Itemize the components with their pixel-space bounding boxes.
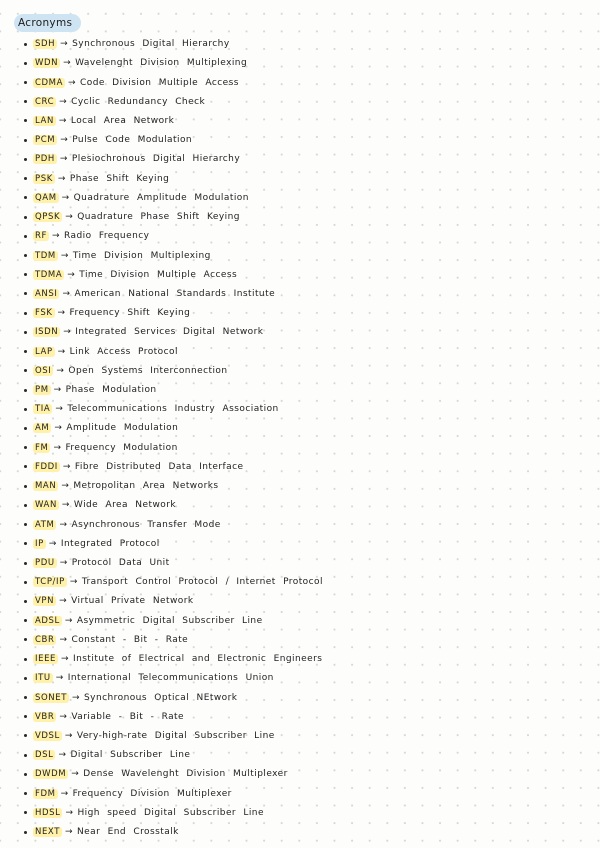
acronym-definition: Protocol Data Unit [71, 558, 170, 569]
acronym-definition: Variable - Bit - Rate [71, 711, 185, 722]
bullet-dot-icon [24, 754, 27, 757]
arrow-right-icon: → [64, 730, 73, 741]
list-item [0, 784, 600, 803]
acronym-definition: Asynchronous Transfer Mode [71, 519, 221, 530]
arrow-right-icon: → [59, 154, 68, 165]
bullet-dot-icon [24, 81, 27, 84]
list-item [0, 54, 600, 73]
acronym-definition: Code Division Multiple Access [80, 77, 239, 88]
bullet-dot-icon [24, 273, 27, 276]
arrow-right-icon: → [59, 96, 68, 107]
arrow-right-icon: → [63, 58, 72, 69]
bullet-dot-icon [24, 427, 27, 430]
acronym-definition: Time Division Multiple Access [79, 269, 238, 280]
acronym-definition: Pulse Code Modulation [72, 135, 193, 146]
list-item [0, 496, 600, 515]
list-item [0, 611, 600, 630]
acronym-definition: Cyclic Redundancy Check [71, 96, 206, 107]
bullet-dot-icon [24, 292, 27, 295]
acronym-definition: International Telecommunications Union [67, 673, 274, 684]
arrow-right-icon: → [52, 231, 60, 242]
acronym-definition: Open Systems Interconnection [68, 365, 228, 376]
arrow-right-icon: → [56, 365, 65, 376]
acronym-definition: Synchronous Digital Hierarchy [72, 39, 230, 50]
acronym-definition: Link Access Protocol [69, 346, 178, 357]
acronym-abbreviation: ITU [35, 673, 51, 684]
arrow-right-icon: → [60, 250, 69, 261]
list-item [0, 111, 600, 130]
bullet-dot-icon [24, 465, 27, 468]
acronym-definition: Integrated Services Digital Network [75, 327, 264, 338]
acronym-definition: Very-high-rate Digital Subscriber Line [76, 730, 275, 741]
acronym-definition: Transport Control Protocol / Internet Protocol [81, 577, 323, 588]
arrow-right-icon: → [68, 77, 77, 88]
heading-highlight [14, 12, 81, 34]
acronym-abbreviation: ADSL [35, 615, 60, 626]
acronym-abbreviation: ISDN [35, 327, 59, 338]
list-item [0, 477, 600, 496]
acronym-abbreviation: VBR [35, 711, 55, 722]
acronym-definition: Frequency Division Multiplexer [72, 788, 232, 799]
bullet-dot-icon [24, 235, 27, 238]
bullet-dot-icon [24, 312, 27, 315]
list-item [0, 227, 600, 246]
acronym-definition: Quadrature Phase Shift Keying [77, 212, 240, 223]
acronym-abbreviation: IP [35, 538, 44, 549]
acronym-abbreviation: CBR [35, 634, 55, 645]
list-item [0, 803, 600, 822]
arrow-right-icon: → [69, 577, 78, 588]
arrow-right-icon: → [59, 558, 68, 569]
list-item [0, 380, 600, 399]
acronym-abbreviation: PCM [35, 135, 56, 146]
acronym-abbreviation: TIA [35, 404, 51, 415]
acronym-abbreviation: VPN [35, 596, 55, 607]
acronym-abbreviation: RF [35, 231, 47, 242]
list-item [0, 342, 600, 361]
arrow-right-icon: → [65, 807, 74, 818]
bullet-dot-icon [24, 696, 27, 699]
arrow-right-icon: → [59, 596, 68, 607]
acronym-definition: American National Standards Institute [74, 288, 276, 299]
acronym-abbreviation: FDDI [35, 461, 58, 472]
acronym-definition: Integrated Protocol [60, 538, 160, 549]
arrow-right-icon: → [62, 288, 71, 299]
bullet-dot-icon [24, 562, 27, 565]
acronym-abbreviation: TCP/IP [35, 577, 65, 588]
list-item [0, 457, 600, 476]
arrow-right-icon: → [59, 711, 68, 722]
list-item [0, 534, 600, 553]
acronym-abbreviation: PM [35, 385, 49, 396]
acronym-definition: Wide Area Network [73, 500, 177, 511]
acronym-definition: Wavelenght Division Multiplexing [75, 58, 248, 69]
acronym-definition: Phase Modulation [65, 385, 157, 396]
list-item [0, 746, 600, 765]
acronym-abbreviation: IEEE [35, 654, 57, 665]
acronym-abbreviation: PDU [35, 558, 55, 569]
acronym-abbreviation: SDH [35, 39, 56, 50]
acronym-abbreviation: PDH [35, 154, 55, 165]
bullet-dot-icon [24, 734, 27, 737]
acronym-abbreviation: QPSK [35, 212, 61, 223]
page-title: Acronyms [14, 14, 81, 32]
bullet-dot-icon [24, 350, 27, 353]
acronym-definition: Frequency Shift Keying [69, 308, 191, 319]
acronym-abbreviation: ATM [35, 519, 55, 530]
arrow-right-icon: → [60, 39, 69, 50]
acronym-definition: Plesiochronous Digital Hierarchy [71, 154, 241, 165]
acronym-abbreviation: MAN [35, 481, 57, 492]
bullet-dot-icon [24, 773, 27, 776]
acronym-definition: Virtual Private Network [71, 596, 194, 607]
arrow-right-icon: → [67, 269, 76, 280]
bullet-dot-icon [24, 581, 27, 584]
arrow-right-icon: → [61, 481, 70, 492]
bullet-dot-icon [24, 254, 27, 257]
acronym-definition: Constant - Bit - Rate [71, 634, 189, 645]
acronym-abbreviation: TDMA [35, 269, 63, 280]
list-item [0, 592, 600, 611]
arrow-right-icon: → [57, 346, 66, 357]
list-item [0, 669, 600, 688]
acronym-definition: Dense Wavelenght Division Multiplexer [83, 769, 288, 780]
list-item [0, 630, 600, 649]
acronym-definition: Time Division Multiplexing [72, 250, 211, 261]
acronym-definition: Amplitude Modulation [66, 423, 179, 434]
list-item [0, 131, 600, 150]
list-item [0, 726, 600, 745]
list-item [0, 688, 600, 707]
bullet-dot-icon [24, 216, 27, 219]
bullet-dot-icon [24, 139, 27, 142]
list-item [0, 553, 600, 572]
arrow-right-icon: → [54, 423, 63, 434]
arrow-right-icon: → [55, 673, 64, 684]
list-item [0, 207, 600, 226]
arrow-right-icon: → [58, 115, 67, 126]
list-item [0, 265, 600, 284]
acronym-abbreviation: PSK [35, 173, 53, 184]
acronym-abbreviation: QAM [35, 192, 57, 203]
acronym-abbreviation: CDMA [35, 77, 64, 88]
acronym-abbreviation: ANSI [35, 288, 58, 299]
acronym-definition: Synchronous Optical NEtwork [84, 692, 238, 703]
arrow-right-icon: → [57, 173, 66, 184]
arrow-right-icon: → [59, 634, 68, 645]
acronym-definition: Phase Shift Keying [69, 173, 170, 184]
bullet-dot-icon [24, 658, 27, 661]
bullet-dot-icon [24, 811, 27, 814]
arrow-right-icon: → [72, 692, 81, 703]
list-item [0, 765, 600, 784]
list-item [0, 419, 600, 438]
bullet-dot-icon [24, 638, 27, 641]
bullet-dot-icon [24, 331, 27, 334]
arrow-right-icon: → [65, 212, 74, 223]
arrow-right-icon: → [60, 788, 69, 799]
arrow-right-icon: → [61, 654, 70, 665]
acronym-definition: Quadrature Amplitude Modulation [73, 192, 249, 203]
acronym-definition: Frequency Modulation [65, 442, 178, 453]
acronym-definition: Institute of Electrical and Electronic Engineers [73, 654, 323, 665]
bullet-dot-icon [24, 43, 27, 46]
bullet-dot-icon [24, 831, 27, 834]
acronym-abbreviation: LAP [35, 346, 53, 357]
bullet-dot-icon [24, 62, 27, 65]
arrow-right-icon: → [53, 385, 62, 396]
arrow-right-icon: → [60, 135, 69, 146]
bullet-dot-icon [24, 196, 27, 199]
arrow-right-icon: → [59, 519, 68, 530]
arrow-right-icon: → [62, 461, 71, 472]
bullet-dot-icon [24, 389, 27, 392]
list-item [0, 650, 600, 669]
arrow-right-icon: → [71, 769, 80, 780]
bullet-dot-icon [24, 446, 27, 449]
arrow-right-icon: → [57, 308, 66, 319]
list-item [0, 400, 600, 419]
list-item [0, 73, 600, 92]
acronym-definition: Telecommunications Industry Association [67, 404, 279, 415]
list-item [0, 822, 600, 841]
bullet-dot-icon [24, 369, 27, 372]
arrow-right-icon: → [61, 500, 70, 511]
list-item [0, 150, 600, 169]
bullet-dot-icon [24, 792, 27, 795]
acronym-abbreviation: SONET [35, 692, 68, 703]
list-item [0, 246, 600, 265]
list-item [0, 515, 600, 534]
acronym-abbreviation: FSK [35, 308, 53, 319]
acronym-abbreviation: HDSL [35, 807, 61, 818]
bullet-dot-icon [24, 158, 27, 161]
bullet-dot-icon [24, 177, 27, 180]
bullet-dot-icon [24, 715, 27, 718]
acronym-abbreviation: FM [35, 442, 49, 453]
arrow-right-icon: → [48, 538, 57, 549]
acronym-definition: Local Area Network [70, 115, 175, 126]
acronym-abbreviation: CRC [35, 96, 55, 107]
arrow-right-icon: → [61, 192, 70, 203]
acronym-abbreviation: DWDM [35, 769, 67, 780]
acronym-abbreviation: NEXT [35, 827, 60, 838]
acronym-abbreviation: WDN [35, 58, 59, 69]
acronym-list [0, 35, 600, 842]
list-item [0, 169, 600, 188]
list-item [0, 35, 600, 54]
acronym-abbreviation: DSL [35, 750, 54, 761]
acronym-definition: Radio Frequency [64, 231, 150, 242]
acronym-abbreviation: WAN [35, 500, 57, 511]
arrow-right-icon: → [64, 615, 73, 626]
acronym-abbreviation: VDSL [35, 730, 60, 741]
bullet-dot-icon [24, 100, 27, 103]
acronym-definition: Metropolitan Area Networks [73, 481, 219, 492]
acronym-definition: Fibre Distributed Data Interface [74, 461, 244, 472]
bullet-dot-icon [24, 542, 27, 545]
list-item [0, 438, 600, 457]
arrow-right-icon: → [55, 404, 64, 415]
list-item [0, 323, 600, 342]
arrow-right-icon: → [65, 827, 73, 838]
arrow-right-icon: → [53, 442, 62, 453]
acronym-abbreviation: LAN [35, 115, 54, 126]
acronym-abbreviation: AM [35, 423, 50, 434]
acronym-definition: Digital Subscriber Line [70, 750, 191, 761]
bullet-dot-icon [24, 677, 27, 680]
acronym-definition: Asymmetric Digital Subscriber Line [76, 615, 263, 626]
bullet-dot-icon [24, 485, 27, 488]
bullet-dot-icon [24, 619, 27, 622]
acronym-abbreviation: TDM [35, 250, 56, 261]
acronym-definition: High speed Digital Subscriber Line [77, 807, 264, 818]
arrow-right-icon: → [58, 750, 67, 761]
list-item [0, 284, 600, 303]
list-item [0, 361, 600, 380]
arrow-right-icon: → [63, 327, 72, 338]
acronym-definition: Near End Crosstalk [77, 827, 179, 838]
bullet-dot-icon [24, 600, 27, 603]
list-item [0, 304, 600, 323]
list-item [0, 92, 600, 111]
acronym-abbreviation: OSI [35, 365, 52, 376]
bullet-dot-icon [24, 408, 27, 411]
list-item [0, 707, 600, 726]
acronym-abbreviation: FDM [35, 788, 56, 799]
bullet-dot-icon [24, 504, 27, 507]
list-item [0, 573, 600, 592]
list-item [0, 188, 600, 207]
bullet-dot-icon [24, 119, 27, 122]
bullet-dot-icon [24, 523, 27, 526]
